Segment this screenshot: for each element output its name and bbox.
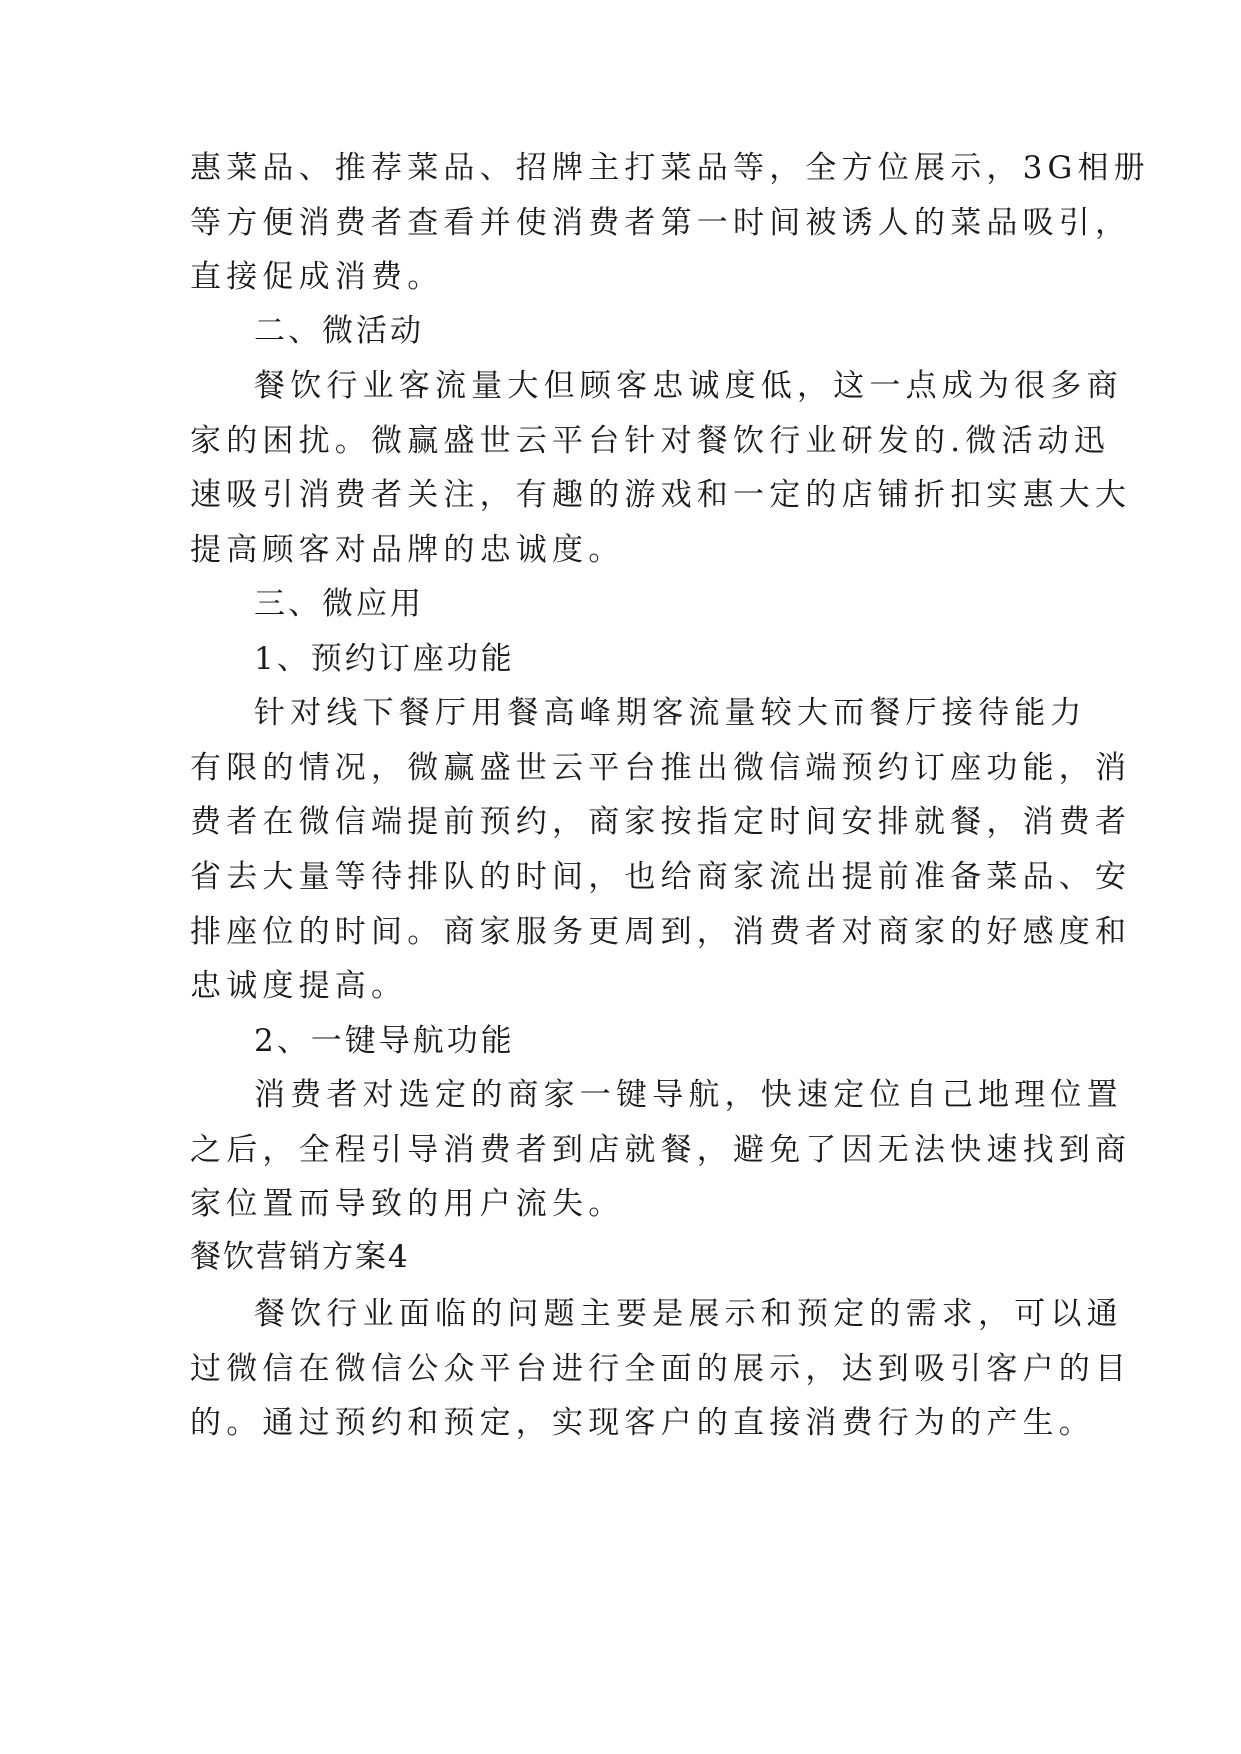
- paragraph-line: 的。通过预约和预定，实现客户的直接消费行为的产生。: [190, 1405, 1095, 1441]
- paragraph-line: 提高顾客对品牌的忠诚度。: [190, 532, 625, 568]
- paragraph-line: 费者在微信端提前预约，商家按指定时间安排就餐，消费者: [190, 804, 1132, 840]
- paragraph-line: 之后，全程引导消费者到店就餐，避免了因无法快速找到商: [190, 1132, 1132, 1168]
- paragraph-line: 家位置而导致的用户流失。: [190, 1186, 625, 1222]
- paragraph-line: 忠诚度提高。: [190, 968, 408, 1004]
- paragraph-line: 等方便消费者查看并使消费者第一时间被诱人的菜品吸引，: [190, 205, 1132, 241]
- paragraph-line: 餐饮行业面临的问题主要是展示和预定的需求，可以通: [254, 1296, 1123, 1332]
- section-heading: 二、微活动: [254, 313, 424, 349]
- paragraph-line: 直接促成消费。: [190, 259, 444, 295]
- paragraph-line: 过微信在微信公众平台进行全面的展示，达到吸引客户的目: [190, 1351, 1132, 1387]
- paragraph-line: 针对线下餐厅用餐高峰期客流量较大而餐厅接待能力: [254, 695, 1087, 731]
- paragraph-line: 家的困扰。微赢盛世云平台针对餐饮行业研发的.微活动迅: [190, 423, 1111, 459]
- subsection-heading: 1、预约订座功能: [254, 641, 515, 677]
- subsection-heading: 2、一键导航功能: [254, 1023, 515, 1059]
- paragraph-line: 有限的情况，微赢盛世云平台推出微信端预约订座功能，消: [190, 750, 1132, 786]
- paragraph-line: 惠菜品、推荐菜品、招牌主打菜品等，全方位展示，3G相册: [190, 150, 1150, 186]
- paragraph-line: 排座位的时间。商家服务更周到，消费者对商家的好感度和: [190, 914, 1132, 950]
- document-title: 餐饮营销方案4: [190, 1239, 410, 1275]
- paragraph-line: 餐饮行业客流量大但顾客忠诚度低，这一点成为很多商: [254, 368, 1123, 404]
- section-heading: 三、微应用: [254, 586, 424, 622]
- paragraph-line: 省去大量等待排队的时间，也给商家流出提前准备菜品、安: [190, 859, 1132, 895]
- paragraph-line: 消费者对选定的商家一键导航，快速定位自己地理位置: [254, 1077, 1123, 1113]
- paragraph-line: 速吸引消费者关注，有趣的游戏和一定的店铺折扣实惠大大: [190, 477, 1132, 513]
